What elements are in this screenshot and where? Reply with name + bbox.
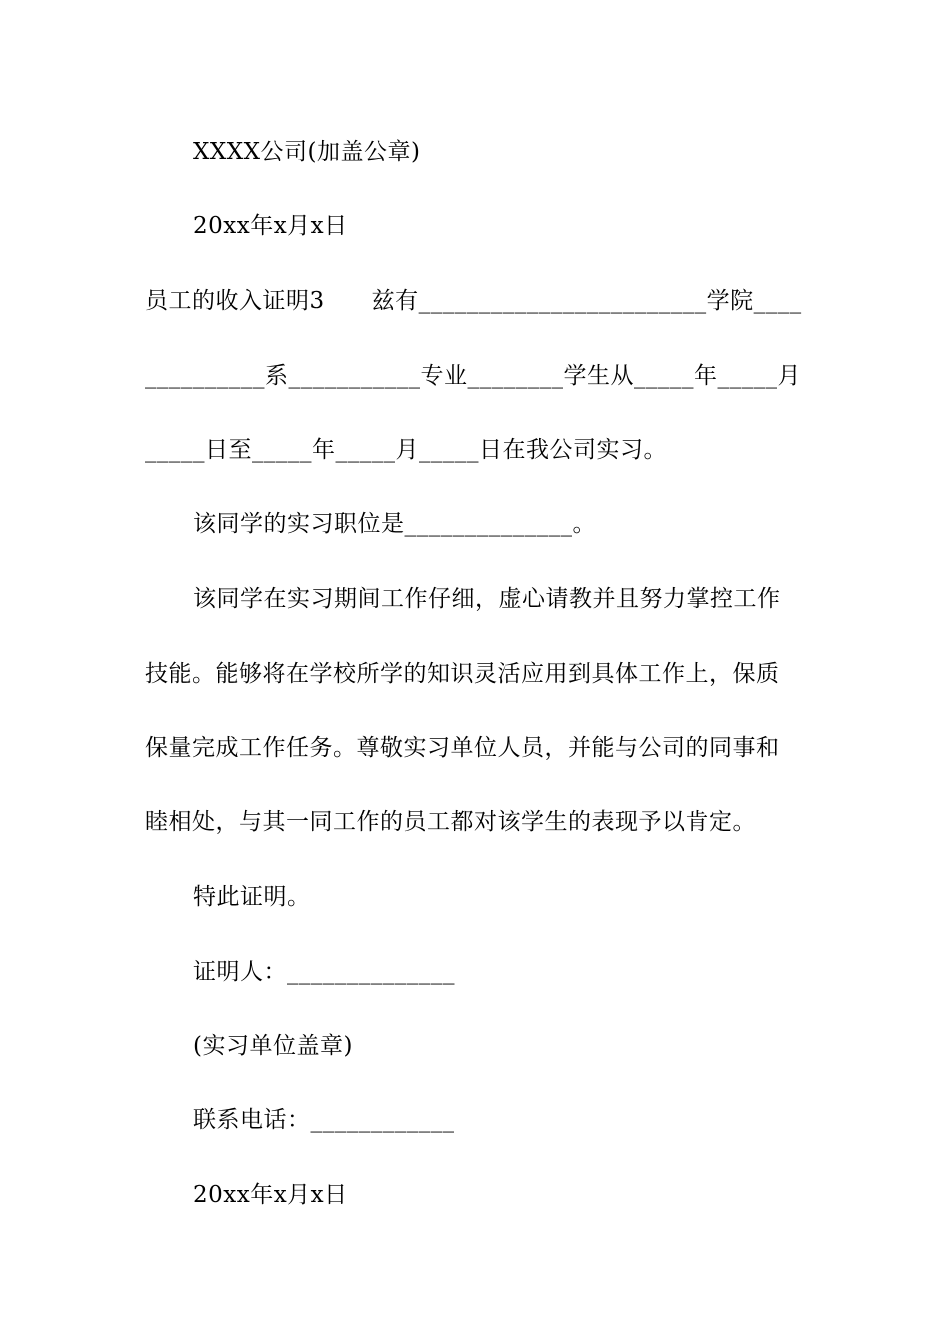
company-seal-line: XXXX公司(加盖公章) <box>193 139 421 165</box>
body-line: __________系___________专业________学生从_____年_____月 <box>145 363 801 389</box>
date-line: 20xx年x月x日 <box>193 213 348 239</box>
certify-line: 特此证明。 <box>193 884 311 910</box>
unit-seal-line: (实习单位盖章) <box>193 1033 353 1059</box>
section-heading-line: 员工的收入证明3 兹有________________________学院____ <box>145 288 802 314</box>
paragraph-line: 技能。能够将在学校所学的知识灵活应用到具体工作上，保质 <box>145 661 780 687</box>
date-line: 20xx年x月x日 <box>193 1182 348 1208</box>
paragraph-line: 该同学在实习期间工作仔细，虚心请教并且努力掌控工作 <box>193 586 781 612</box>
position-line: 该同学的实习职位是______________。 <box>193 511 596 537</box>
paragraph-line: 睦相处，与其一同工作的员工都对该学生的表现予以肯定。 <box>145 809 756 835</box>
certifier-line: 证明人：______________ <box>193 959 455 985</box>
contact-phone-line: 联系电话：____________ <box>193 1107 455 1133</box>
paragraph-line: 保量完成工作任务。尊敬实习单位人员，并能与公司的同事和 <box>145 735 780 761</box>
body-line: _____日至_____年_____月_____日在我公司实习。 <box>145 437 667 463</box>
